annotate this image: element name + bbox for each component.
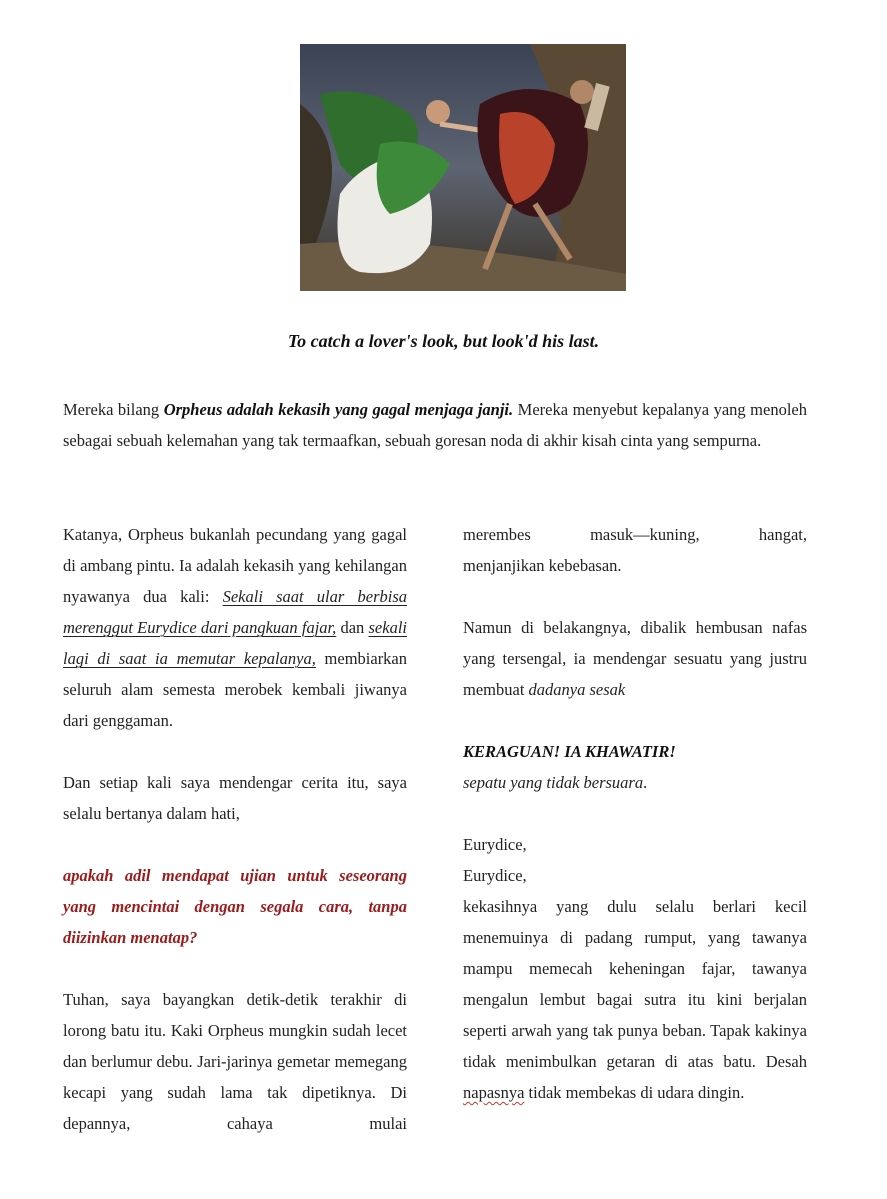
left-p1-underline-1: Sekali saat ular berbisa merenggut Eurydice dari pangkuan fajar, bbox=[63, 587, 407, 637]
right-column bbox=[463, 519, 807, 1108]
left-p1-text-a: Katanya, Orpheus bukanlah pecundang yang gagal di ambang pintu. Ia adalah kekasih yang kehilangan nyawanya dua kali: bbox=[63, 525, 407, 606]
right-silent-shoes-italic: sepatu yang tidak bersuara bbox=[463, 773, 644, 792]
intro-paragraph bbox=[63, 394, 807, 456]
left-p1-text-b: dan bbox=[336, 618, 369, 637]
left-p1-underline-2: sekali lagi di saat ia memutar kepalanya, bbox=[63, 618, 408, 668]
right-p2-text: Namun di belakangnya, dibalik hembusan nafas yang tersengal, ia mendengar sesuatu yang justru membuat bbox=[463, 618, 807, 699]
left-paragraph-1 bbox=[63, 519, 407, 736]
right-p1-line-1: merembes masuk—kuning, hangat, bbox=[463, 525, 807, 544]
image-caption: To catch a lover's look, but look'd his last. bbox=[287, 331, 600, 351]
right-silent-shoes-dot: . bbox=[643, 773, 648, 792]
intro-bold-statement: Orpheus adalah kekasih yang gagal menjaga janji. bbox=[163, 400, 514, 419]
left-paragraph-2: Dan setiap kali saya mendengar cerita itu, saya selalu bertanya dalam hati, bbox=[63, 773, 407, 823]
orpheus-eurydice-painting bbox=[300, 44, 626, 291]
intro-text-1: Mereka bilang bbox=[63, 400, 164, 419]
right-p1-line-2: menjanjikan kebebasan. bbox=[463, 556, 622, 575]
right-silent-shoes-line bbox=[463, 767, 807, 798]
right-eurydice-line-1: Eurydice, bbox=[463, 835, 527, 854]
left-question-paragraph: apakah adil mendapat ujian untuk seseorang yang mencintai dengan segala cara, tanpa diizinkan menatap? bbox=[63, 866, 407, 947]
left-p1-text-c: membiarkan seluruh alam semesta merobek kembali jiwanya dari genggaman. bbox=[63, 649, 408, 730]
intro-text-2: Mereka menyebut kepalanya yang menoleh sebagai sebuah kelemahan yang tak termaafkan, sebuah goresan noda di akhir kisah cinta yang sempurna. bbox=[63, 400, 807, 450]
left-column bbox=[63, 519, 407, 1139]
right-paragraph-2 bbox=[463, 612, 807, 705]
right-p4-text-b: tidak membekas di udara dingin. bbox=[524, 1083, 745, 1102]
right-p4-text-a: kekasihnya yang dulu selalu berlari kecil menemuinya di padang rumput, yang tawanya mampu memecah keheningan fajar, tawanya mengalun lembut bagai sutra itu kini berjalan seperti arwah yang tak punya beban. Tapak kakinya tidak menimbulkan getaran di atas batu. Desah bbox=[463, 897, 807, 1071]
left-paragraph-4: Tuhan, saya bayangkan detik-detik terakhir di lorong batu itu. Kaki Orpheus mungkin sudah lecet dan berlumur debu. Jari-jarinya gemetar memegang kecapi yang sudah lama tak dipetiknya. Di depannya, cahaya mulai bbox=[63, 990, 407, 1133]
painting-image bbox=[300, 44, 626, 291]
right-exclamation: KERAGUAN! IA KHAWATIR! bbox=[463, 742, 676, 761]
right-p4-spellcheck-word: napasnya bbox=[463, 1083, 525, 1102]
right-p2-italic: dadanya sesak bbox=[528, 680, 626, 699]
right-paragraph-4 bbox=[463, 891, 807, 1108]
right-eurydice-line-2: Eurydice, bbox=[463, 866, 527, 885]
